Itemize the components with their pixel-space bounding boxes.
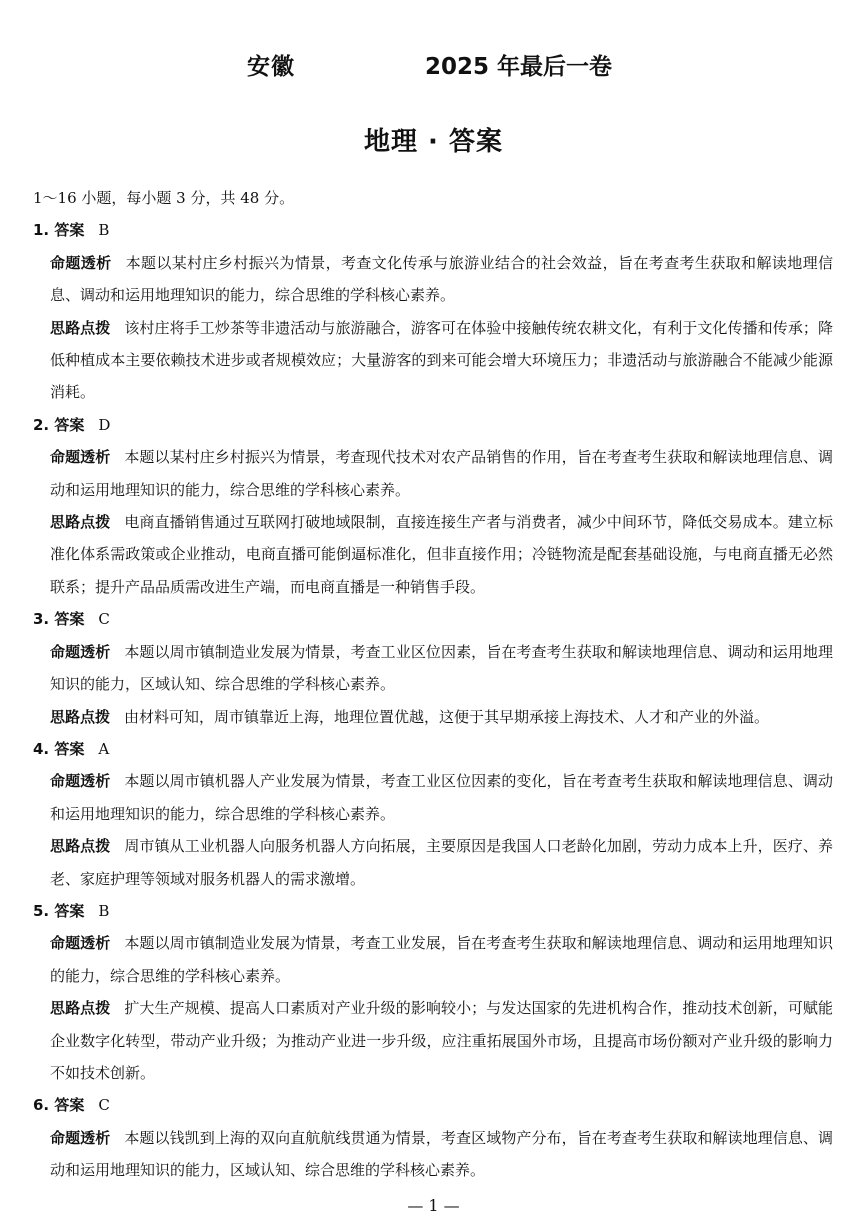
hint-label: 思路点拨 [50,318,111,337]
answer-value: D [98,415,111,434]
hint-text: 该村庄将手工炒茶等非遗活动与旅游融合，游客可在体验中接触传统农耕文化，有利于文化传播和传承；降低种植成本主要依赖技术进步或者规模效应；大量游客的到来可能会增大环境压力；非遗活动与旅游融合不能减少能源消耗。 [50,318,833,402]
hint-paragraph [50,506,833,603]
analysis-text: 本题以周市镇机器人产业发展为情景，考查工业区位因素的变化，旨在考查考生获取和解读地理信息、调动和运用地理知识的能力，综合思维的学科核心素养。 [50,772,833,823]
question-block [33,603,833,733]
answer-label: 5. 答案 [33,901,85,920]
analysis-label: 命题透析 [50,772,111,791]
hint-paragraph [50,830,833,895]
answer-line [33,895,833,927]
hint-text: 周市镇从工业机器人向服务机器人方向拓展，主要原因是我国人口老龄化加剧，劳动力成本上升，医疗、养老、家庭护理等领域对服务机器人的需求激增。 [50,837,833,888]
analysis-text: 本题以周市镇制造业发展为情景，考查工业区位因素，旨在考查考生获取和解读地理信息、调动和运用地理知识的能力，区域认知、综合思维的学科核心素养。 [50,642,833,694]
hint-paragraph [50,701,833,733]
answer-value: B [98,221,110,240]
analysis-paragraph [50,247,833,312]
analysis-paragraph [50,927,833,992]
answer-content [33,182,833,1187]
analysis-paragraph [50,441,833,506]
hint-paragraph [50,312,833,409]
answer-value: A [98,739,110,758]
answer-line [33,603,833,635]
hint-text: 扩大生产规模、提高人口素质对产业升级的影响较小；与发达国家的先进机构合作，推动技术创新，可赋能企业数字化转型，带动产业升级；为推动产业进一步升级，应注重拓展国外市场，且提高市场份额对产业升级的影响力不如技术创新。 [50,999,833,1082]
header-exam-title: 2025 年最后一卷 [425,54,613,80]
section-intro: 1～16 小题，每小题 3 分，共 48 分。 [33,189,295,207]
page-title: 地理 · 答案 [364,127,503,157]
hint-label: 思路点拨 [50,999,111,1018]
analysis-paragraph [50,1122,833,1187]
question-block [33,1089,833,1186]
analysis-text: 本题以钱凯到上海的双向直航航线贯通为情景，考查区域物产分布，旨在考查考生获取和解读地理信息、调动和运用地理知识的能力，区域认知、综合思维的学科核心素养。 [50,1128,833,1180]
answer-label: 3. 答案 [33,610,85,629]
analysis-label: 命题透析 [50,934,111,953]
answer-value: B [98,901,110,920]
answer-label: 4. 答案 [33,739,85,758]
hint-text: 电商直播销售通过互联网打破地域限制，直接连接生产者与消费者，减少中间环节，降低交易成本。建立标准化体系需政策或企业推动，电商直播可能倒逼标准化，但非直接作用；冷链物流是配套基础设施，与电商直播无必然联系；提升产品品质需改进生产端，而电商直播是一种销售手段。 [50,513,833,596]
analysis-paragraph [50,765,833,830]
hint-label: 思路点拨 [50,837,111,856]
answer-line [33,409,833,441]
hint-label: 思路点拨 [50,707,111,726]
answer-label: 6. 答案 [33,1096,85,1115]
page-header [0,48,867,84]
hint-label: 思路点拨 [50,513,111,532]
hint-text: 由材料可知，周市镇靠近上海，地理位置优越，这便于其早期承接上海技术、人才和产业的外溢。 [124,707,770,726]
answer-value: C [98,610,110,629]
analysis-paragraph [50,636,833,701]
question-block [33,895,833,1089]
answer-label: 1. 答案 [33,221,85,240]
analysis-label: 命题透析 [50,448,111,467]
analysis-text: 本题以某村庄乡村振兴为情景，考查现代技术对农产品销售的作用，旨在考查考生获取和解读地理信息、调动和运用地理知识的能力，综合思维的学科核心素养。 [50,448,833,499]
question-block [33,733,833,895]
analysis-label: 命题透析 [50,1128,111,1147]
analysis-text: 本题以周市镇制造业发展为情景，考查工业发展，旨在考查考生获取和解读地理信息、调动和运用地理知识的能力，综合思维的学科核心素养。 [50,934,833,985]
header-region: 安徽 [247,54,295,80]
answer-line [33,1089,833,1121]
answer-value: C [98,1096,110,1115]
answer-line [33,214,833,246]
question-block [33,214,833,408]
question-block [33,409,833,603]
analysis-text: 本题以某村庄乡村振兴为情景，考查文化传承与旅游业结合的社会效益，旨在考查考生获取和解读地理信息、调动和运用地理知识的能力，综合思维的学科核心素养。 [50,253,833,305]
hint-paragraph [50,992,833,1089]
answer-label: 2. 答案 [33,415,85,434]
page-number: — 1 — [407,1196,460,1215]
answer-line [33,733,833,765]
analysis-label: 命题透析 [50,253,112,272]
analysis-label: 命题透析 [50,642,111,661]
